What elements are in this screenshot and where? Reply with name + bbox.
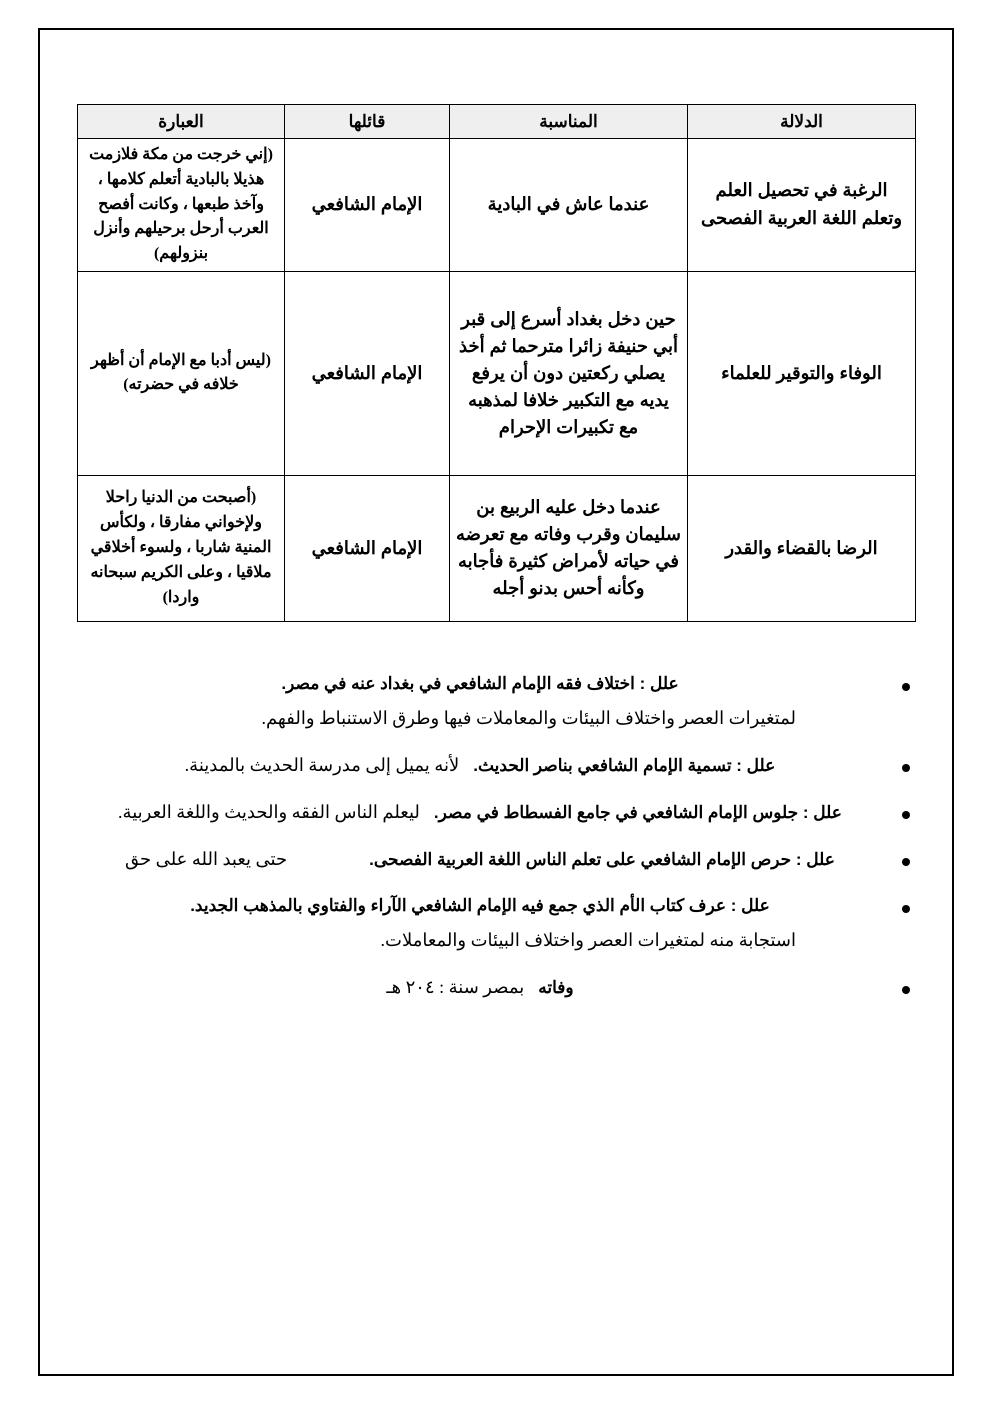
table-header-munasaba: المناسبة: [450, 105, 688, 139]
cell-dalala: الرغبة في تحصيل العلم وتعلم اللغة العربية الفصحى: [688, 139, 916, 272]
note-body: بمصر سنة : ٢٠٤ هـ: [386, 976, 525, 997]
list-item: [78, 674, 916, 729]
cell-munasaba: عندما دخل عليه الربيع بن سليمان وقرب وفاته مع تعرضه في حياته لأمراض كثيرة فأجابه وكأنه أحس بدنو أجله: [450, 475, 688, 621]
list-item: [78, 802, 916, 823]
cell-munasaba: عندما عاش في البادية: [450, 139, 688, 272]
notes-list: [78, 674, 916, 998]
list-item: [78, 849, 916, 870]
bullet-icon: [902, 905, 910, 913]
note-body: استجابة منه لمتغيرات العصر واختلاف البيئات والمعاملات.: [380, 929, 796, 950]
cell-qail: الإمام الشافعي: [285, 271, 450, 475]
table-header-qail: قائلها: [285, 105, 450, 139]
cell-ibara: (إني خرجت من مكة فلازمت هذيلا بالبادية أتعلم كلامها ، وآخذ طبعها ، وكانت أفصح العرب أرحل برحيلهم وأنزل بنزولهم): [78, 139, 285, 272]
list-item: [78, 977, 916, 998]
bullet-icon: [902, 986, 910, 994]
cell-ibara: (ليس أدبا مع الإمام أن أظهر خلافه في حضرته): [78, 271, 285, 475]
note-heading: وفاته: [538, 977, 574, 997]
table-row: [78, 271, 916, 475]
cell-munasaba: حين دخل بغداد أسرع إلى قبر أبي حنيفة زائرا مترحما ثم أخذ يصلي ركعتين دون أن يرفع يديه مع التكبير خلافا لمذهبه مع تكبيرات الإحرام: [450, 271, 688, 475]
note-body: لأنه يميل إلى مدرسة الحديث بالمدينة.: [184, 754, 460, 775]
note-heading: علل : حرص الإمام الشافعي على تعلم الناس اللغة العربية الفصحى.: [369, 849, 835, 869]
cell-ibara: (أصبحت من الدنيا راحلا ولإخواني مفارقا ، ولكأس المنية شاربا ، ولسوء أخلاقي ملاقيا ، وعلى الكريم سبحانه واردا): [78, 475, 285, 621]
note-heading: علل : عرف كتاب الأم الذي جمع فيه الإمام الشافعي الآراء والفتاوي بالمذهب الجديد.: [190, 895, 770, 915]
note-body: ليعلم الناس الفقه والحديث واللغة العربية.: [118, 801, 420, 822]
bullet-icon: [902, 811, 910, 819]
note-heading: علل : تسمية الإمام الشافعي بناصر الحديث.: [473, 755, 776, 775]
note-body: حتى يعبد الله على حق: [125, 848, 288, 869]
list-item: [78, 755, 916, 776]
table-header-ibara: العبارة: [78, 105, 285, 139]
evidence-table: [77, 104, 916, 622]
cell-qail: الإمام الشافعي: [285, 475, 450, 621]
cell-qail: الإمام الشافعي: [285, 139, 450, 272]
note-body: لمتغيرات العصر واختلاف البيئات والمعاملات فيها وطرق الاستنباط والفهم.: [261, 707, 796, 728]
bullet-icon: [902, 764, 910, 772]
list-item: [78, 896, 916, 951]
table-header-row: [78, 105, 916, 139]
cell-dalala: الرضا بالقضاء والقدر: [688, 475, 916, 621]
page-content: [78, 104, 916, 1024]
table-row: [78, 475, 916, 621]
note-heading: علل : اختلاف فقه الإمام الشافعي في بغداد عنه في مصر.: [281, 673, 679, 693]
table-row: [78, 139, 916, 272]
bullet-icon: [902, 858, 910, 866]
bullet-icon: [902, 683, 910, 691]
table-header-dalala: الدلالة: [688, 105, 916, 139]
note-heading: علل : جلوس الإمام الشافعي في جامع الفسطاط في مصر.: [433, 802, 842, 822]
cell-dalala: الوفاء والتوقير للعلماء: [688, 271, 916, 475]
